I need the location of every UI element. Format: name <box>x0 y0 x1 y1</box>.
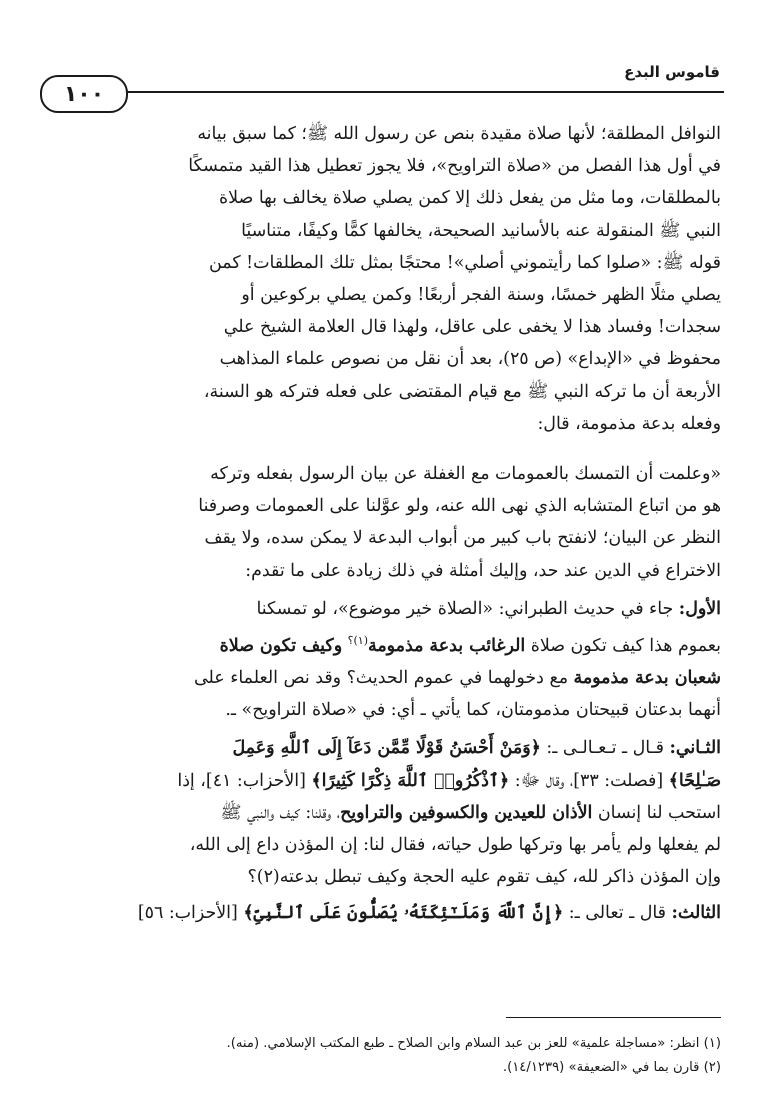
page-header <box>40 55 724 115</box>
text-line <box>37 732 721 764</box>
footnote-ref[interactable]: (١)؟ <box>347 634 368 648</box>
text-line: النظر عن البيان؛ لانفتح باب كبير من أبواب البدعة لا يمكن سده، ولا يقف <box>204 528 721 549</box>
text-line: لم يفعلها ولم يأمر بها وتركها طول حياته، فقال لنا: إن المؤذن داع إلى الله، <box>189 835 721 856</box>
example-second <box>37 732 721 893</box>
header-rule <box>40 91 724 93</box>
text-line: يصلي مثلًا الظهر خمسًا، وسنة الفجر أربعًا! وكمن يصلي بركوعين أو <box>241 285 721 306</box>
text-line: وفعله بدعة مذمومة، قال: <box>537 413 721 434</box>
quran-verse: ﴿إِنَّ ٱللَّهَ وَمَلَـٰٓئِكَتَهُۥ يُصَلُّونَ عَلَى ٱلنَّبِىِّ﴾ <box>243 903 564 924</box>
example-first <box>37 593 721 727</box>
bold-run: شعبان بدعة مذمومة <box>573 668 721 689</box>
text-line: أنهما بدعتان قبيحتان مذمومتان، كما يأتي ـ أي: في «صلاة التراويح» ـ. <box>225 700 721 721</box>
bold-run: الأذان للعيدين والكسوفين والتراويح <box>340 802 593 823</box>
footnotes <box>37 1032 721 1080</box>
footnote-1: (١) انظر: «مساجلة علمية» للعز بن عبد السلام وابن الصلاح ـ طبع المكتب الإسلامي. (منه). <box>226 1036 721 1051</box>
text-run: استحب لنا إنسان <box>597 802 721 823</box>
text-run: [الأحزاب: ٥٦] <box>137 903 238 924</box>
text-line: هو من اتباع المتشابه الذي نهى الله عنه، ولو عوَّلنا على العمومات وصرفنا <box>198 496 721 517</box>
text-line: النوافل المطلقة؛ لأنها صلاة مقيدة بنص عن رسول الله ﷺ؛ كما سبق بيانه <box>197 124 721 144</box>
text-run: بعموم هذا كيف تكون صلاة <box>530 635 721 656</box>
text-line: النبي ﷺ المنقولة عنه بالأسانيد الصحيحة، يخالفها كمًّا وكيفًا، متناسيًا <box>241 220 721 241</box>
page-number: ١٠٠ <box>40 75 128 113</box>
text-run: جاء في حديث الطبراني: «الصلاة خير موضوع»، لو تمسكنا <box>256 598 674 619</box>
text-line: قوله ﷺ: «صلوا كما رأيتموني أصلي»! محتجًا بمثل تلك المطلقات! كمن <box>209 252 721 273</box>
text-run: قـال ـ تـعـالـى ـ: <box>546 738 664 759</box>
text-run: مع دخولهما في عموم الحديث؟ وقد نص العلماء على <box>194 668 569 689</box>
text-line: سجدات! وفساد هذا لا يخفى على عاقل، ولهذا قال العلامة الشيخ علي <box>223 317 721 338</box>
text-run: قال ـ تعالى ـ: <box>568 903 666 924</box>
example-label: الثالث: <box>671 903 721 924</box>
quran-verse: ﴿وَمَنْ أَحْسَنُ قَوْلًا مِّمَّن دَعَآ إِلَى ٱللَّهِ وَعَمِلَ <box>232 738 541 759</box>
example-third <box>37 897 721 929</box>
text-line: في أول هذا الفصل من «صلاة التراويح»، فلا يجوز تعطيل هذا القيد متمسكًا <box>188 156 721 177</box>
text-line <box>37 765 721 797</box>
footnote-2: (٢) قارن بما في «الضعيفة» (١٤/١٢٣٩). <box>502 1060 721 1075</box>
quran-verse: ﴿ٱذْكُرُوا۟ ٱللَّهَ ذِكْرًا كَثِيرًا﴾ <box>311 770 510 791</box>
example-label: الأول: <box>678 598 721 619</box>
text-line: محفوظ في «الإبداع» (ص ٢٥)، بعد أن نقل من نصوص علماء المذاهب <box>219 349 721 370</box>
quotation-paragraph <box>37 458 721 587</box>
quran-verse: صَـٰلِحًا﴾ <box>668 770 721 791</box>
footnote-divider <box>506 1017 721 1018</box>
text-line <box>37 625 721 662</box>
page-body <box>37 118 721 930</box>
text-line: الأربعة أن ما تركه النبي ﷺ مع قيام المقتضى على فعله فتركه هو السنة، <box>203 381 721 402</box>
text-line <box>37 897 721 929</box>
text-line: «وعلمت أن التمسك بالعمومات مع الغفلة عن بيان الرسول بفعله وتركه <box>210 464 721 485</box>
text-line <box>37 797 721 829</box>
text-run: [فصلت: ٣٣]، وقال ﷻ: <box>514 770 664 791</box>
text-line <box>37 593 721 625</box>
text-line <box>37 662 721 694</box>
text-run: ، وقلنا: كيف والنبي ﷺ <box>220 802 341 823</box>
bold-run: الرغائب بدعة مذمومة <box>368 635 526 656</box>
text-line: الاختراع في الدين عند حد، وإليك أمثلة في ذلك زيادة على ما تقدم: <box>245 560 721 581</box>
example-label: الثـاني: <box>669 738 721 759</box>
text-run: [الأحزاب: ٤١]، إذا <box>177 770 306 791</box>
text-line: بالمطلقات، وما مثل من يفعل ذلك إلا كمن يصلي صلاة يخالف بها صلاة <box>219 188 721 209</box>
book-title: قاموس البدع <box>624 63 720 81</box>
text-line: وإن المؤذن ذاكر لله، كيف تقوم عليه الحجة وكيف تبطل بدعته(٢)؟ <box>247 867 721 888</box>
paragraph-1 <box>37 118 721 440</box>
bold-run: وكيف تكون صلاة <box>219 635 343 656</box>
